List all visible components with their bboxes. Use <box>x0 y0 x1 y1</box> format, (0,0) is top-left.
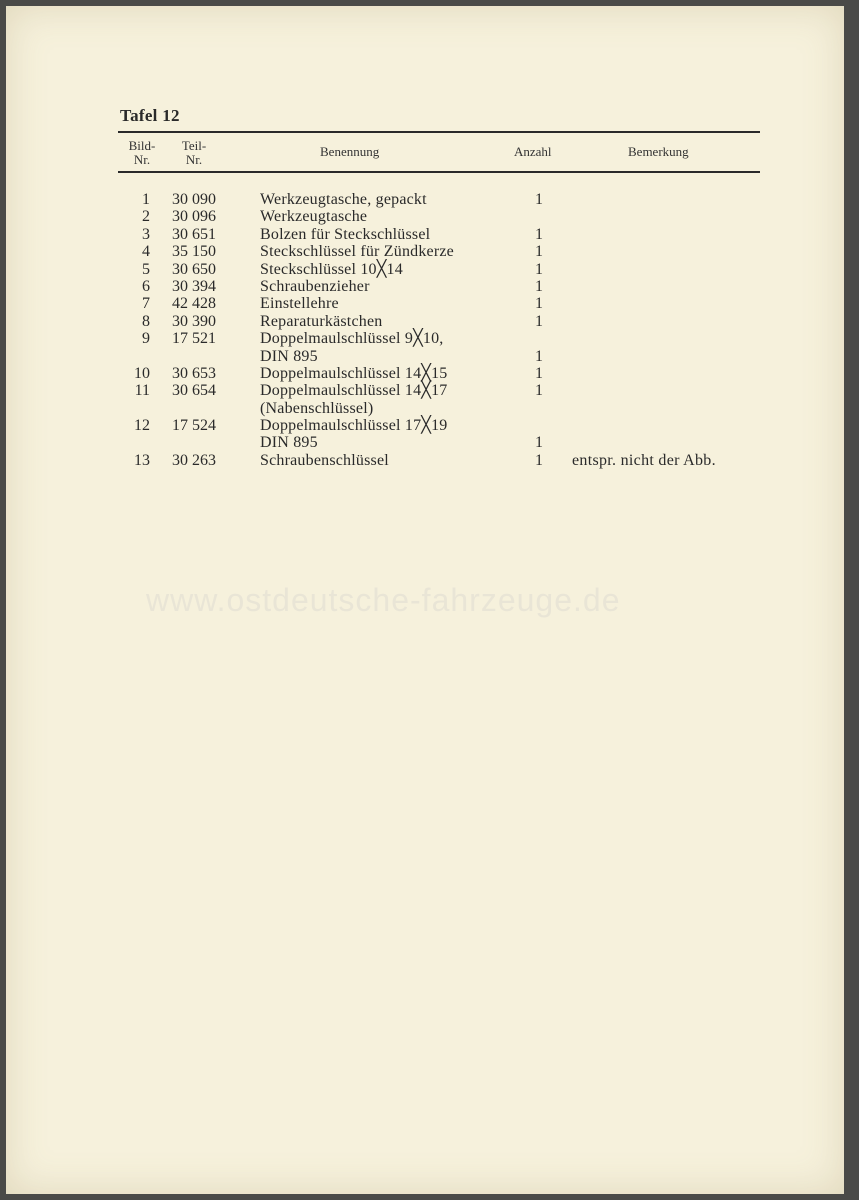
cell-anzahl: 1 <box>535 434 543 452</box>
cell-teil: 30 651 <box>172 225 216 243</box>
watermark: www.ostdeutsche-fahrzeuge.de <box>146 582 621 618</box>
cell-anzahl: 1 <box>535 364 543 382</box>
cell-benennung: Doppelmaulschlüssel 9╳10, <box>260 330 444 348</box>
cell-benennung: Doppelmaulschlüssel 17╳19 <box>260 417 448 435</box>
cell-benennung: (Nabenschlüssel) <box>260 399 374 417</box>
cell-benennung: Steckschlüssel 10╳14 <box>260 260 403 278</box>
cell-teil: 30 654 <box>172 382 216 400</box>
cell-benennung: Reparaturkästchen <box>260 312 383 330</box>
table-row <box>6 400 844 417</box>
header-bemerkung: Bemerkung <box>628 144 689 159</box>
cell-bild: 2 <box>142 208 150 226</box>
cell-benennung: Steckschlüssel für Zündkerze <box>260 243 454 261</box>
table-row <box>6 313 844 330</box>
table-header-rule <box>118 171 760 173</box>
cell-teil: 30 394 <box>172 277 216 295</box>
table-top-rule <box>118 131 760 133</box>
table-row <box>6 191 844 208</box>
table-row <box>6 348 844 365</box>
cell-teil: 35 150 <box>172 243 216 261</box>
table-row <box>6 278 844 295</box>
cell-benennung: Bolzen für Steckschlüssel <box>260 225 431 243</box>
cell-teil: 30 650 <box>172 260 216 278</box>
document-page <box>6 6 844 1194</box>
table-row <box>6 208 844 225</box>
table-row <box>6 434 844 451</box>
header-bild-nr: Bild- Nr. <box>128 138 156 167</box>
header-teil-nr: Teil- Nr. <box>181 138 207 167</box>
cell-bild: 11 <box>134 382 150 400</box>
cell-benennung: Schraubenzieher <box>260 277 370 295</box>
cell-teil: 30 096 <box>172 208 216 226</box>
cell-bild: 4 <box>142 243 150 261</box>
cell-anzahl: 1 <box>535 243 543 261</box>
cell-anzahl: 1 <box>535 295 543 313</box>
cell-teil: 30 263 <box>172 451 216 469</box>
cell-benennung: Doppelmaulschlüssel 14╳17 <box>260 382 448 400</box>
cell-anzahl: 1 <box>535 225 543 243</box>
cell-teil: 30 390 <box>172 312 216 330</box>
cell-teil: 30 090 <box>172 191 216 208</box>
cell-benennung: Werkzeugtasche <box>260 208 368 226</box>
cell-bild: 9 <box>142 330 150 348</box>
parts-table-body <box>6 191 844 469</box>
cell-benennung: Einstellehre <box>260 295 339 313</box>
cell-teil: 42 428 <box>172 295 216 313</box>
cell-anzahl: 1 <box>535 347 543 365</box>
cell-benennung: Werkzeugtasche, gepackt <box>260 191 427 208</box>
cell-teil: 17 524 <box>172 417 216 435</box>
cell-bild: 1 <box>142 191 150 208</box>
table-row <box>6 226 844 243</box>
cell-benennung: DIN 895 <box>260 434 318 452</box>
cell-teil: 30 653 <box>172 364 216 382</box>
cell-anzahl: 1 <box>535 277 543 295</box>
page-title: Tafel 12 <box>120 106 180 125</box>
cell-bild: 3 <box>142 225 150 243</box>
header-benennung: Benennung <box>320 144 380 159</box>
cell-bild: 8 <box>142 312 150 330</box>
cell-bild: 5 <box>142 260 150 278</box>
cell-bild: 10 <box>134 364 150 382</box>
cell-bild: 6 <box>142 277 150 295</box>
cell-bild: 12 <box>134 417 150 435</box>
table-row <box>6 365 844 382</box>
cell-teil: 17 521 <box>172 330 216 348</box>
table-row <box>6 295 844 312</box>
cell-anzahl: 1 <box>535 382 543 400</box>
cell-anzahl: 1 <box>535 451 543 469</box>
cell-benennung: DIN 895 <box>260 347 318 365</box>
table-row <box>6 382 844 399</box>
table-row <box>6 330 844 347</box>
table-row <box>6 261 844 278</box>
cell-benennung: Schraubenschlüssel <box>260 451 389 469</box>
table-row <box>6 452 844 469</box>
cell-bild: 7 <box>142 295 150 313</box>
table-row <box>6 243 844 260</box>
cell-benennung: Doppelmaulschlüssel 14╳15 <box>260 364 448 382</box>
cell-bild: 13 <box>134 451 150 469</box>
cell-anzahl: 1 <box>535 260 543 278</box>
header-anzahl: Anzahl <box>514 144 552 159</box>
cell-anzahl: 1 <box>535 191 543 208</box>
cell-bemerkung: entspr. nicht der Abb. <box>572 451 716 469</box>
cell-anzahl: 1 <box>535 312 543 330</box>
table-row <box>6 417 844 434</box>
